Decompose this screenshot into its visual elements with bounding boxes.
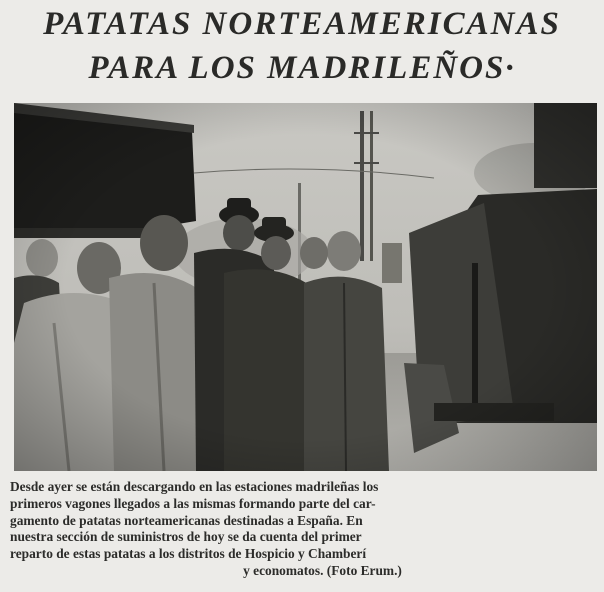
caption-line: reparto de estas patatas a los distritos de Hospicio y Chamberí xyxy=(10,546,367,562)
headline-line-1: PATATAS NORTEAMERICANAS xyxy=(43,6,561,42)
caption-line: Desde ayer se están descargando en las estaciones madrileñas los xyxy=(10,479,379,494)
news-photograph xyxy=(14,103,597,471)
caption-line: gamento de patatas norteamericanas destinadas a España. En xyxy=(10,512,363,528)
caption-line: primeros vagones llegados a las mismas formando parte del car- xyxy=(10,495,376,511)
headline-line-2: PARA LOS MADRILEÑOS· xyxy=(88,50,516,86)
photo-illustration xyxy=(14,103,597,471)
caption-line: nuestra sección de suministros de hoy se da cuenta del primer xyxy=(10,529,362,545)
photo-caption xyxy=(10,479,595,580)
caption-line: y economatos. (Foto Erum.) xyxy=(243,562,402,578)
